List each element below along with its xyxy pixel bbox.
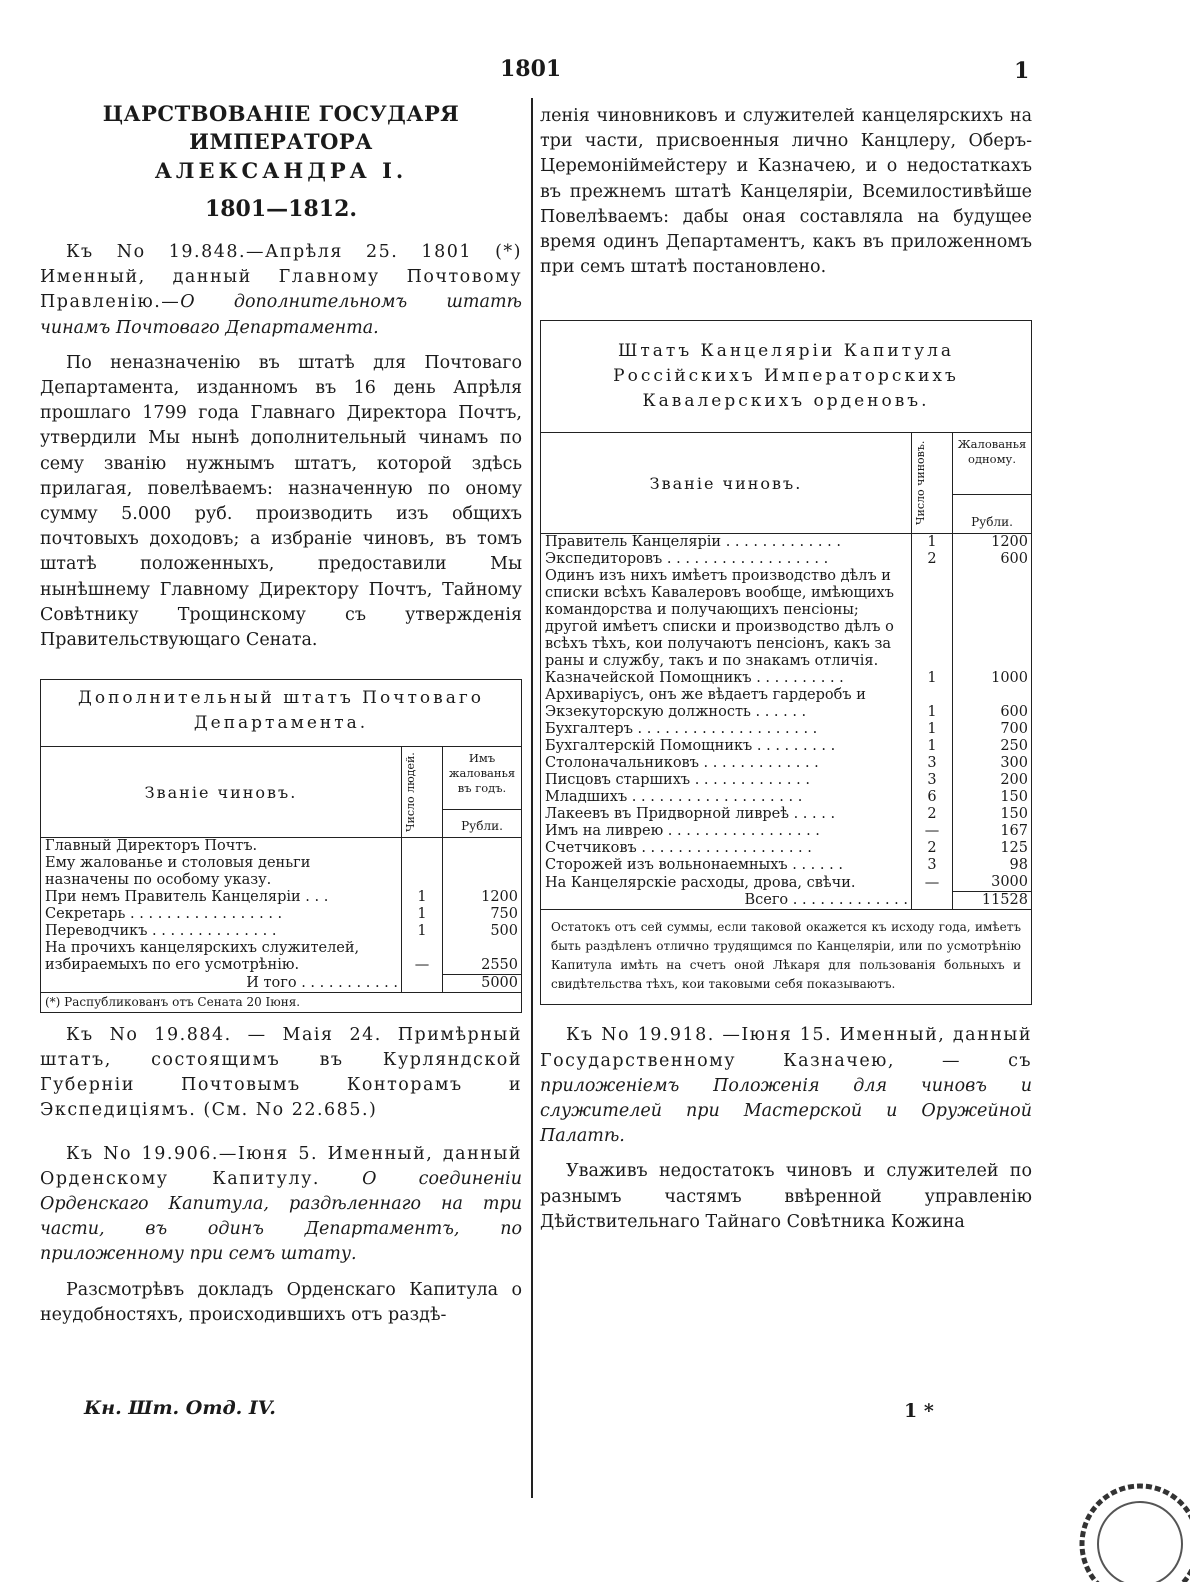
staff-table-postal-title: Дополнительный штатъ Почтоваго Департамента. xyxy=(41,680,521,747)
row-rank: Переводчикъ . . . . . . . . . . . . . . xyxy=(45,923,277,940)
table-row xyxy=(541,857,1031,874)
entry-19848-heading xyxy=(40,240,522,341)
entry-19918-text: Уваживъ недостатокъ чиновъ и служителей по разнымъ частямъ ввѣренной управленію Дѣйствительнаго Тайнаго Совѣтника Кожина xyxy=(540,1161,1032,1232)
row-rank: Одинъ изъ нихъ имѣетъ производство дѣлъ и списки всѣхъ Кавалеровъ вообще, имѣющихъ командорства и получающихъ пенсіоны; другой имѣетъ списки и производство дѣлъ о всѣхъ тѣхъ, кои получаютъ пенсіонъ, какъ за раны и службу, такъ и по знакамъ отличія. xyxy=(545,568,894,670)
table-row xyxy=(41,838,521,856)
row-rank: Лакеевъ въ Придворной ливреѣ . . . . . xyxy=(545,806,836,823)
row-count: 1 xyxy=(912,687,953,721)
col-salary-header: Имъ жалованья въ годъ. xyxy=(448,751,516,796)
col-unit-header: Рубли. xyxy=(953,495,1032,534)
column-divider xyxy=(531,98,533,1498)
row-amount: 600 xyxy=(1000,704,1028,721)
row-rank: Правитель Канцеляріи . . . . . . . . . . . . . xyxy=(545,534,841,551)
row-count xyxy=(402,855,443,889)
row-count: 3 xyxy=(912,755,953,772)
row-count: 1 xyxy=(402,906,443,923)
row-amount: 700 xyxy=(1000,721,1028,738)
page-number: 1 xyxy=(1014,58,1030,84)
row-count: — xyxy=(402,940,443,974)
row-count: — xyxy=(912,823,953,840)
row-count: 1 xyxy=(402,889,443,906)
row-amount: 1200 xyxy=(991,534,1028,551)
staff-table-postal-grid xyxy=(41,747,521,992)
right-column xyxy=(540,104,1032,1235)
col-salary-header: Жалованья одному. xyxy=(957,437,1027,467)
entry-19906-heading xyxy=(40,1142,522,1268)
total-amount: 5000 xyxy=(443,974,522,992)
library-stamp xyxy=(1040,1472,1190,1582)
row-amount: 500 xyxy=(490,923,518,940)
row-count: 3 xyxy=(912,772,953,789)
table-row xyxy=(541,823,1031,840)
entry-19848-text: По неназначенію въ штатѣ для Почтоваго Департамента, изданномъ въ 16 день Апрѣля прошлаго 1799 года Главнаго Директора Почтъ, утвердили Мы нынѣ дополнительный чинамъ по сему званію нужнымъ штатъ, которой здѣсь прилагая, повелѣваемъ: назначенную по оному сумму 5.000 руб. производить изъ общихъ почтовыхъ доходовъ; а избраніе чиновъ, въ томъ штатѣ положенныхъ, предоставили Мы нынѣшнему Главному Директору Почтъ, Тайному Совѣтнику Трощинскому съ утвержденія Правительствующаго Сената. xyxy=(40,352,522,651)
row-rank: Писцовъ старшихъ . . . . . . . . . . . . . xyxy=(545,772,810,789)
reign-title: ЦАРСТВОВАНІЕ ГОСУДАРЯ ИМПЕРАТОРА xyxy=(102,101,460,154)
footer-book-ref: Кн. Шт. Отд. IV. xyxy=(84,1397,276,1419)
row-amount xyxy=(443,855,522,889)
entry-19906-subject: О соединеніи Орденскаго Капитула, раздѣленнаго на три части, въ одинъ Департаментъ, по приложенному при семъ штату. xyxy=(40,1168,522,1265)
table-row xyxy=(541,687,1031,721)
emperor-name: АЛЕКСАНДРА I. xyxy=(154,158,408,183)
table-row xyxy=(541,874,1031,892)
col-count-header xyxy=(402,747,443,838)
table-row xyxy=(41,923,521,940)
row-rank: Архиваріусъ, онъ же вѣдаетъ гардеробъ и Экзекуторскую должность . . . . . . xyxy=(545,687,866,721)
row-count: 2 xyxy=(912,806,953,823)
table-row xyxy=(541,568,1031,670)
total-label: И того . . . . . . . . . . . xyxy=(246,974,398,991)
row-count: 2 xyxy=(912,840,953,857)
row-count: — xyxy=(912,874,953,892)
table-row xyxy=(41,889,521,906)
row-rank: Экспедиторовъ . . . . . . . . . . . . . . . . . . xyxy=(545,551,829,568)
table-row xyxy=(541,721,1031,738)
total-label: Всего . . . . . . . . . . . . . xyxy=(744,892,908,909)
entry-19918-title: Къ No 19.918. —Іюня 15. Именный, данный Государственному Казначею, — съ xyxy=(540,1025,1032,1071)
row-amount: 200 xyxy=(1000,772,1028,789)
row-rank: При немъ Правитель Канцеляріи . . . xyxy=(45,889,329,906)
row-count: 1 xyxy=(912,721,953,738)
row-count: 1 xyxy=(402,923,443,940)
footer-signature-mark: 1 * xyxy=(904,1400,934,1422)
table-row xyxy=(541,670,1031,687)
row-rank: Бухгалтеръ . . . . . . . . . . . . . . . . . . . . xyxy=(545,721,818,738)
row-amount: 600 xyxy=(1000,551,1028,568)
row-rank: Столоначальниковъ . . . . . . . . . . . . . xyxy=(545,755,819,772)
staff-table-chapter-title: Штатъ Канцеляріи Капитула Россійскихъ Императорскихъ Кавалерскихъ орденовъ. xyxy=(541,321,1031,433)
row-amount: 150 xyxy=(1000,789,1028,806)
row-amount: 3000 xyxy=(991,874,1028,891)
row-rank: Бухгалтерскій Помощникъ . . . . . . . . . xyxy=(545,738,836,755)
row-rank: Сторожей изъ вольнонаемныхъ . . . . . . xyxy=(545,857,843,874)
table-row xyxy=(541,772,1031,789)
staff-table-postal xyxy=(40,679,522,1013)
total-amount: 11528 xyxy=(953,892,1032,910)
row-count: 6 xyxy=(912,789,953,806)
col-rank-header: Званіе чиновъ. xyxy=(541,433,912,534)
total-row xyxy=(41,974,521,992)
footnote: (*) Распубликованъ отъ Сената 20 Іюня. xyxy=(41,992,521,1012)
col-unit-header: Рубли. xyxy=(443,810,522,838)
row-amount: 750 xyxy=(490,906,518,923)
entry-19918-heading xyxy=(540,1023,1032,1149)
row-count: 1 xyxy=(912,738,953,755)
entry-19848-subject: О дополнительномъ штатѣ чинамъ Почтоваго Департамента. xyxy=(40,292,522,338)
col-count-label: Число людей. xyxy=(404,752,417,833)
row-rank: Младшихъ . . . . . . . . . . . . . . . . . . . xyxy=(545,789,803,806)
table-row xyxy=(541,789,1031,806)
col-count-header xyxy=(912,433,953,534)
row-amount: 300 xyxy=(1000,755,1028,772)
left-column xyxy=(40,100,522,1328)
row-amount: 167 xyxy=(1000,823,1028,840)
row-count xyxy=(402,838,443,856)
col-count-label: Число чиновъ. xyxy=(914,441,927,526)
row-amount: 250 xyxy=(1000,738,1028,755)
row-amount: 2550 xyxy=(481,956,518,973)
row-rank: Ему жалованье и столовыя деньги назначены по особому указу. xyxy=(45,855,311,889)
entry-19906-text: Разсмотрѣвъ докладъ Орденскаго Капитула о неудобностяхъ, происходившихъ отъ раздѣ- xyxy=(40,1279,522,1325)
running-header-year: 1801 xyxy=(500,56,562,82)
entry-19918-subject: приложеніемъ Положенія для чиновъ и служителей при Мастерской и Оружейной Палатѣ. xyxy=(540,1075,1032,1147)
table-row xyxy=(541,806,1031,823)
entry-19884: Къ No 19.884. — Маія 24. Примѣрный штатъ, состоящимъ въ Курляндской Губерніи Почтовымъ Конторамъ и Экспедиціямъ. (См. No 22.685.) xyxy=(40,1024,522,1121)
table-row xyxy=(541,534,1031,552)
row-amount: 1000 xyxy=(991,670,1028,687)
table-row xyxy=(41,940,521,974)
row-amount: 150 xyxy=(1000,806,1028,823)
staff-table-chapter xyxy=(540,320,1032,1005)
row-amount xyxy=(953,568,1032,670)
row-rank: Счетчиковъ . . . . . . . . . . . . . . . . . . . xyxy=(545,840,812,857)
entry-19848-title: Къ No 19.848.—Апрѣля 25. 1801 (*) Именный, данный Главному Почтовому Правленію.— xyxy=(40,242,522,313)
row-count: 1 xyxy=(912,534,953,552)
row-rank: Главный Директоръ Почтъ. xyxy=(45,838,258,855)
total-row xyxy=(541,892,1031,910)
staff-table-chapter-grid xyxy=(541,433,1031,909)
table-row xyxy=(41,906,521,923)
reign-years: 1801—1812. xyxy=(204,196,358,222)
table-note: Остатокъ отъ сей суммы, если таковой окажется къ исходу года, имѣетъ быть раздѣленъ отлично трудящимся по Канцеляріи, или по усмотрѣнію Капитула имѣть на счетъ оной Лѣкаря для пользованія больныхъ и свидѣтельства тѣхъ, кои таковыми себя показываютъ. xyxy=(541,909,1031,1004)
row-amount: 98 xyxy=(1009,857,1028,874)
table-row xyxy=(541,840,1031,857)
row-rank: Казначейской Помощникъ . . . . . . . . . . xyxy=(545,670,844,687)
row-amount: 1200 xyxy=(481,889,518,906)
row-rank: Имъ на ливрею . . . . . . . . . . . . . . . . . xyxy=(545,823,820,840)
table-row xyxy=(541,738,1031,755)
row-count: 1 xyxy=(912,670,953,687)
row-amount xyxy=(443,838,522,856)
entry-19906-title: Къ No 19.906.—Іюня 5. Именный, данный Орденскому Капитулу. xyxy=(40,1143,522,1189)
row-count: 3 xyxy=(912,857,953,874)
entry-19906-continued: ленія чиновниковъ и служителей канцелярскихъ на три части, присвоенныя лично Канцлеру, Оберъ-Церемоніймейстеру и Казначею, и о недостаткахъ въ прежнемъ штатѣ Канцеляріи, Всемилостивѣйше Повелѣваемъ: дабы оная составляла на будущее время одинъ Департаментъ, какъ въ приложенномъ при семъ штатѣ постановлено. xyxy=(540,106,1032,278)
row-rank: На прочихъ канцелярскихъ служителей, избираемыхъ по его усмотрѣнію. xyxy=(45,940,360,974)
row-amount: 125 xyxy=(1000,840,1028,857)
table-row xyxy=(541,551,1031,568)
row-count: 2 xyxy=(912,551,953,568)
table-row xyxy=(541,755,1031,772)
row-rank: На Канцелярскіе расходы, дрова, свѣчи. xyxy=(545,874,856,891)
col-rank-header: Званіе чиновъ. xyxy=(41,747,402,838)
row-rank: Секретарь . . . . . . . . . . . . . . . . . xyxy=(45,906,283,923)
row-count xyxy=(912,568,953,670)
table-row xyxy=(41,855,521,889)
